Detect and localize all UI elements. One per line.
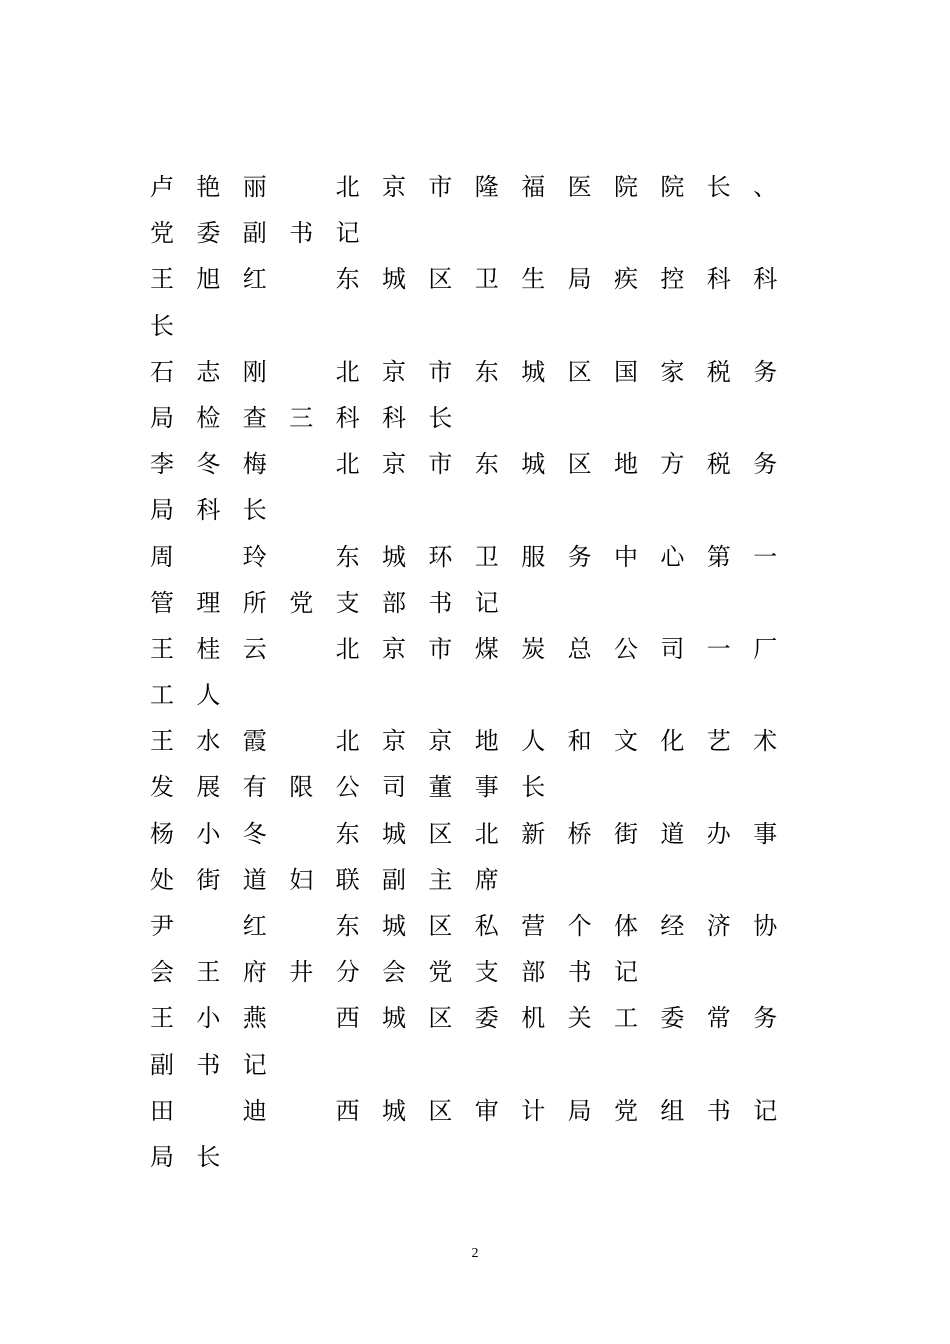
entry-line: 王小燕 西城区委机关工委常务: [150, 1004, 800, 1033]
entry-line: 局长: [150, 1142, 243, 1171]
entry-line: 管理所党支部书记: [150, 588, 522, 617]
entry-3: [150, 349, 800, 441]
entry-1: [150, 164, 800, 256]
entry-line: 局科长: [150, 496, 290, 525]
entry-line: 工人: [150, 681, 243, 710]
entry-line: 王旭红 东城区卫生局疾控科科: [150, 265, 800, 294]
entry-line: 杨小冬 东城区北新桥街道办事: [150, 819, 800, 848]
entry-line: 王水霞 北京京地人和文化艺术: [150, 727, 800, 756]
entry-11: [150, 1088, 800, 1180]
entry-4: [150, 441, 800, 533]
entry-line: 李冬梅 北京市东城区地方税务: [150, 450, 800, 479]
entry-line: 处街道妇联副主席: [150, 865, 522, 894]
page-number: 2: [471, 1246, 479, 1261]
entry-7: [150, 718, 800, 810]
entry-line: 周 玲 东城环卫服务中心第一: [150, 542, 800, 571]
entry-line: 卢艳丽 北京市隆福医院院长、: [150, 173, 800, 201]
entry-8: [150, 811, 800, 903]
entry-line: 田 迪 西城区审计局党组书记: [150, 1096, 800, 1125]
entry-line: 王桂云 北京市煤炭总公司一厂: [150, 634, 800, 663]
entry-6: [150, 626, 800, 718]
entry-5: [150, 534, 800, 626]
entry-line: 党委副书记: [150, 219, 382, 248]
entry-line: 长: [150, 311, 197, 340]
entry-line: 尹 红 东城区私营个体经济协: [150, 912, 800, 940]
name-list: [150, 164, 800, 1180]
entry-line: 石志刚 北京市东城区国家税务: [150, 357, 800, 386]
entry-line: 发展有限公司董事长: [150, 773, 568, 802]
entry-line: 局检查三科科长: [150, 403, 475, 432]
entry-line: 副书记: [150, 1050, 290, 1079]
entry-10: [150, 995, 800, 1087]
entry-9: [150, 903, 800, 995]
entry-line: 会王府井分会党支部书记: [150, 958, 661, 987]
entry-2: [150, 256, 800, 348]
